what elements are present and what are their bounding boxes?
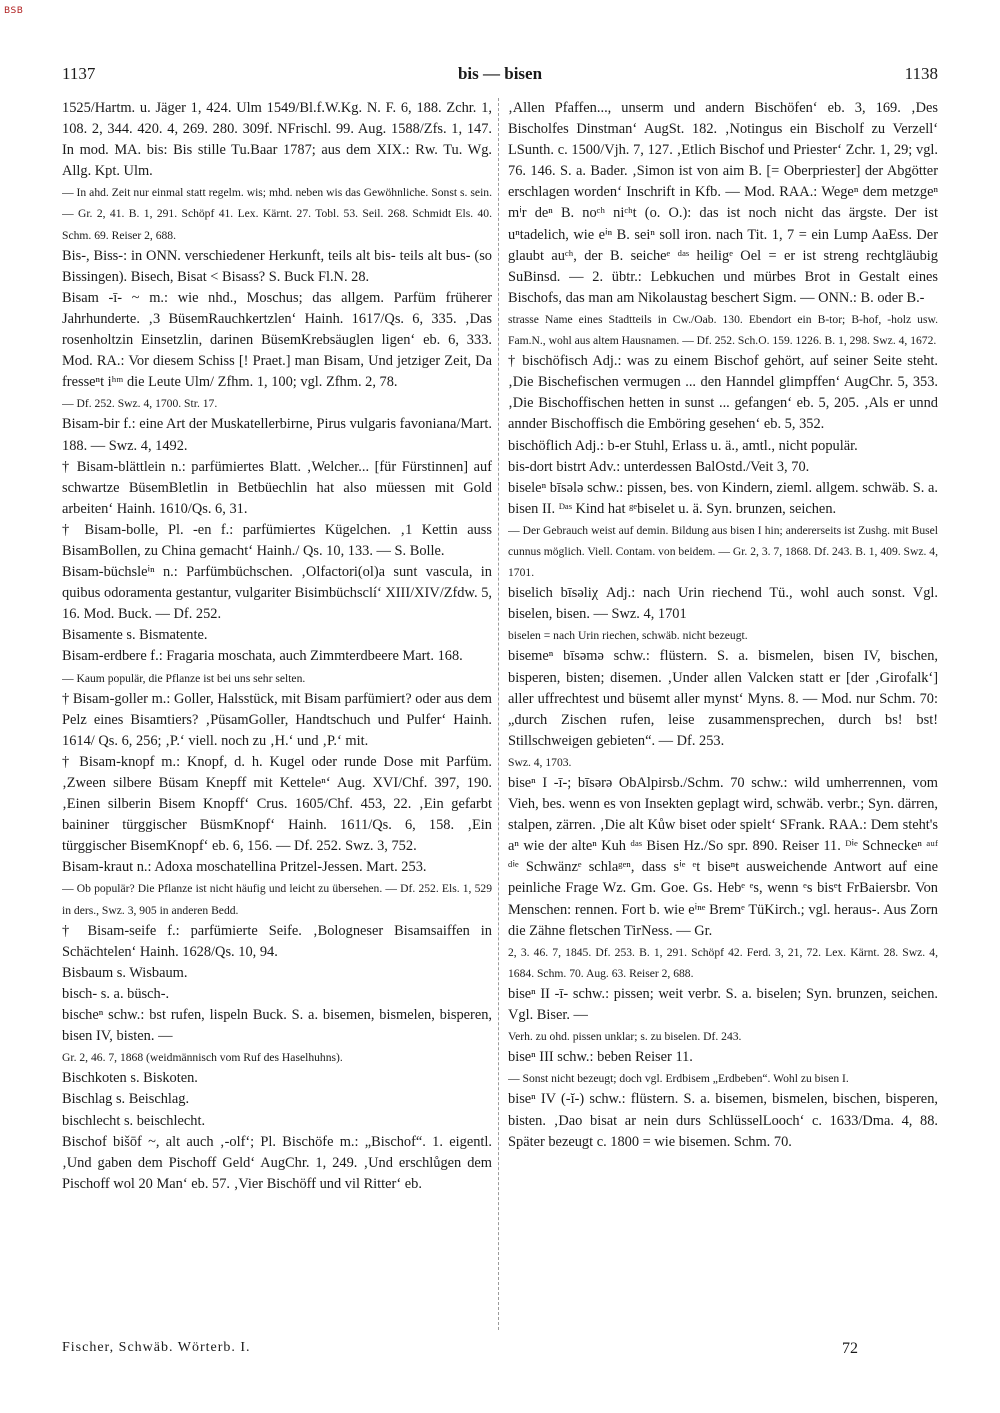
dictionary-entry: Bisam -ī- ~ m.: wie nhd., Moschus; das allgem. Parfüm früherer Jahrhunderte. ‚3 BüsemRauchkertzlen‘ Hainh. 1617/Qs. 6, 335. ‚Das rosenholtzin Einsetzlin, darinen BüsemKrebsäuglen ligen‘ eb. 6, 333. Mod. RA.: Vor diesem Schiss [! Praet.] man Bisam, Und jetziger Zeit, Da fresseⁿt iʰᵐ die Leute Ulm/ Zfhm. 1, 100; vgl. Zfhm. 2, 78. [62,289,492,391]
dictionary-entry: Gr. 2, 46. 7, 1868 (weidmännisch vom Ruf des Haselhuhns). [62,1051,343,1065]
dictionary-entry: ‚Allen Pfaffen..., unserm und andern Bischöfen‘ eb. 3, 169. ‚Des Bischolfes Dinstman‘ AugSt. 182. ‚Notingus ein Bischolf zu Verzell‘ LSunth. c. 1500/Vjh. 7, 127. ‚Etlich Bischof und Priester‘ Zchr. 1, 29; vgl. 76. 146. S. a. Bader. ‚Simon ist von aim B. [= Oberpriester] der Abgötter erschlagen worden‘ Inschrift in Kfb. — Mod. RAA.: Wegeⁿ dem metzgeⁿ mⁱr deⁿ B. noᶜʰ niᶜʰt (o. O.): das ist noch nicht das ärgste. Der ist uⁿtadelich, wie eⁱⁿ B. seiⁿ soll iron. nach Tit. 1, 7 = ein Lump AaEss. Der glaubt auᶜʰ, der B. seicheᵉ ᵈᵃˢ heiligᵉ Oel = er ist streng rechtgläubig SuBinsd. — 2. übtr.: Lebkuchen und mürbes Brot in Gestalt eines Bischofs, das man am Nikolaustag beschert Sigm. — ONN.: B. oder B.- [508,100,938,306]
dictionary-entry: biseⁿ IV (-ĭ-) schw.: flüstern. S. a. bisemen, bismelen, bischen, bisperen, bisten. ‚Dao bisat ar nein durs SchlüsselLooch‘ c. 1633/Dma. 4, 88. Später bezeugt c. 1800 = wie bisemen. Schm. 70. [508,1091,938,1150]
dictionary-entry: — Ob populär? Die Pflanze ist nicht häufig und leicht zu übersehen. — Df. 252. Els. 1, 529 in ders., Swz. 3, 905 in anderen Bedd. [62,882,492,917]
dictionary-entry: biseⁿ II -ī- schw.: pissen; weit verbr. S. a. biselen; Syn. brunzen, seichen. Vgl. Biser. — [508,985,938,1024]
right-column [508,98,938,1330]
dictionary-entry: † Bisam-bolle, Pl. -en f.: parfümiertes Kügelchen. ‚1 Kettin auss BisamBollen, zu China gemacht‘ Hainh./ Qs. 10, 133. — S. Bolle. [62,521,492,559]
dictionary-entry: — Kaum populär, die Pflanze ist bei uns sehr selten. [62,671,306,685]
dictionary-entry: Bisbaum s. Wisbaum. [62,964,188,981]
dictionary-entry: † Bisam-knopf m.: Knopf, d. h. Kugel oder runde Dose mit Parfüm. ‚Zween silbere Büsam Knepff mit Ketteleⁿ‘ Aug. XVI/Chf. 397, 190. ‚Einen silberin Bisem Knopff‘ Crus. 1605/Chf. 453, 22. ‚Ein gefarbt baininer türggischer BüsmKnopf‘ Hainh. 1611/Qs. 6, 158. ‚Ein türggischer BisemKnopf‘ eb. 6, 156. — Df. 252. Swz. 3, 752. [62,753,492,855]
dictionary-entry: biseleⁿ bīsələ schw.: pissen, bes. von Kindern, zieml. allgem. schwäb. S. a. bisen II. ᴰᵃˢ Kind hat ᵍᵉbiselet u. ä. Syn. brunzen, seichen. [508,479,938,517]
dictionary-entry: Bis-, Biss-: in ONN. verschiedener Herkunft, teils alt bis- teils alt bus- (so Bissingen). Bisech, Bisat < Bisass? S. Buck Fl.N. 28. [62,247,492,285]
dictionary-entry: — Sonst nicht bezeugt; doch vgl. Erdbisem „Erdbeben“. Wohl zu bisen I. [508,1072,849,1086]
dictionary-entry: † Bisam-goller m.: Goller, Halsstück, mit Bisam parfümiert? oder aus dem Pelz eines Bisamtiers? ‚PüsamGoller, Handtschuch und Pulfer‘ Hainh. 1614/ Qs. 6, 256; ‚P.‘ viell. noch zu ‚H.‘ und ‚P.‘ mit. [62,690,492,749]
dictionary-entry: † Bisam-seife f.: parfümierte Seife. ‚Bologneser Bisamsaiffen in Schächtelen‘ Hainh. 1628/Qs. 10, 94. [62,922,492,960]
sheet-number: 72 [842,1340,858,1357]
dictionary-entry: bisemeⁿ bīsəmə schw.: flüstern. S. a. bismelen, bisen IV, bischen, bisperen, bisten; disemen. ‚Under allen Valcken statt er [der ‚Girofalk‘] aller uffrechtest und büsemt aller mynst‘ Myns. 8. — Mod. nur Schm. 70: „durch Zischen rufen, leise zusammensprechen, durch bs! bst! Stillschweigen gebieten“. — Df. 253. [508,648,938,749]
dictionary-entry: biseⁿ I -ī-; bīsərə ObAlpirsb./Schm. 70 schw.: wild umherrennen, vom Vieh, bes. wenn es von Insekten geplagt wird, schwäb. verbr.; Syn. därren, stalpen, zärren. ‚Die alt Kůw biset oder spielt‘ SFrank. RAA.: Dem steht's aⁿ wie der alteⁿ Kuh ᵈᵃˢ Bisen Hz./So spr. 890. Reiser 11. ᴰⁱᵉ Schneckeⁿ ᵃᵘᶠ ᵈⁱᵉ Schwänzᵉ schlaᵍᵉⁿ, dass sⁱᵉ ᵉt biseⁿt ausweichende Antwort auf eine peinliche Frage Wz. Gm. Goe. Gs. Hebᵉ ᵉs, wenn ᵉs bisᵉt FrBaiersbr. Von Menschen: rennen. Fort b. wie eⁱⁿᵉ Bremᵉ TüKirch.; vgl. heraus-. Aus Zorn die Zähne fletschen TirNess. — Gr. [508,775,938,939]
dictionary-entry: Swz. 4, 1703. [508,755,572,769]
dictionary-entry: Verh. zu ohd. pissen unklar; s. zu biselen. Df. 243. [508,1030,742,1044]
dictionary-entry: Bisam-büchsleⁱⁿ n.: Parfümbüchschen. ‚Olfactori(ol)a sunt vascula, in quibus odoramenta gestantur, vulgariter Bisimbüchsclí‘ XIII/XIV/Zfdw. 5, 16. Mod. Buck. — Df. 252. [62,564,492,623]
left-column [62,98,492,1330]
page-footer [62,1340,938,1362]
library-stamp: BSB [4,6,24,16]
page-header [0,64,1000,88]
left-page-number: 1137 [62,64,96,83]
dictionary-entry: bischeⁿ schw.: bst rufen, lispeln Buck. S. a. bisemen, bismelen, bisperen, bisen IV, bisten. — [62,1007,492,1045]
right-page-number: 1138 [904,64,938,83]
dictionary-entry: Bisam-kraut n.: Adoxa moschatellina Pritzel-Jessen. Mart. 253. [62,859,427,876]
dictionary-entry: Bisam-erdbere f.: Fragaria moschata, auch Zimmterdbeere Mart. 168. [62,648,463,665]
dictionary-entry: — In ahd. Zeit nur einmal statt regelm. wis; mhd. neben wis das Gewöhnliche. Sonst s. sein. — Gr. 2, 41. B. 1, 291. Schöpf 41. Lex. Kärnt. 27. Tobl. 53. Seil. 268. Schmidt Els. 40. Schm. 69. Reiser 2, 688. [62,186,492,242]
dictionary-entry: strasse Name eines Stadtteils in Cw./Oab. 130. Ebendort ein B-tor; B-hof, -holz usw. Fam.N., wohl aus altem Hausnamen. — Df. 252. Sch.O. 159. 1226. B. 1, 298. Swz. 4, 1672. [508,312,938,348]
dictionary-entry: bischlecht s. beischlecht. [62,1112,206,1129]
dictionary-entry: Bischlag s. Beischlag. [62,1091,190,1108]
dictionary-entry: bisch- s. a. büsch-. [62,985,170,1002]
source-citation: Fischer, Schwäb. Wörterb. I. [62,1340,251,1355]
dictionary-entry: biselen = nach Urin riechen, schwäb. nicht bezeugt. [508,629,748,643]
running-title: bis — bisen [457,64,543,83]
dictionary-entry: Bischof bišōf ~, alt auch ‚-olf‘; Pl. Bischöfe m.: „Bischof“. 1. eigentl. ‚Und gaben dem Pischoff Geld‘ AugChr. 1, 249. ‚Und erschlůgen dem Pischoff wol 20 Man‘ eb. 57. ‚Vier Bischöff und vil Ritter‘ eb. [62,1133,492,1192]
dictionary-entry: — Df. 252. Swz. 4, 1700. Str. 17. [62,397,218,411]
dictionary-entry: Bisamente s. Bismatente. [62,627,208,644]
dictionary-entry: bis-dort bistrt Adv.: unterdessen BalOstd./Veit 3, 70. [508,458,810,475]
dictionary-entry: † Bisam-blättlein n.: parfümiertes Blatt. ‚Welcher... [für Fürstinnen] auf schwartze BüsemBletlin in Betbüechlin hat also müessen mit Gold arbeiten‘ Hainh. 1610/Qs. 6, 31. [62,458,492,517]
dictionary-entry: biselich bīsəliχ Adj.: nach Urin riechend Tü., wohl auch sonst. Vgl. biselen, bisen. — Swz. 4, 1701 [508,585,938,623]
dictionary-entry: 1525/Hartm. u. Jäger 1, 424. Ulm 1549/Bl.f.W.Kg. N. F. 6, 188. Zchr. 1, 108. 2, 344. 420. 4, 269. 280. 309f. NFrischl. 99. Aug. 1588/Zfs. 1, 147. In mod. MA. bis: Bis stille Tu.Baar 1787; aus dem XIX.: Rw. Tu. Wg. Allg. Kpt. Ulm. [62,100,492,180]
dictionary-entry: — Der Gebrauch weist auf demin. Bildung aus bisen I hin; andererseits ist Zushg. mit Busel cunnus möglich. Viell. Contam. von beidem. — Gr. 2, 3. 7, 1868. Df. 243. B. 1, 409. Swz. 4, 1701. [508,523,938,580]
dictionary-entry: biseⁿ III schw.: beben Reiser 11. [508,1049,693,1066]
dictionary-entry: bischöflich Adj.: b-er Stuhl, Erlass u. ä., amtl., nicht populär. [508,437,858,454]
dictionary-entry: † bischöfisch Adj.: was zu einem Bischof gehört, auf seiner Seite steht. ‚Die Bischefischen vermugen ... den Hanndel glimpffen‘ AugChr. 5, 353. ‚Die Bischoffischen hetten in sunst ... gefangen‘ eb. 5, 205. ‚Als er unnd annder Bischoffisch die Emböring gesehen‘ eb. 5, 352. [508,353,938,433]
column-divider [498,98,499,1330]
dictionary-entry: 2, 3. 46. 7, 1845. Df. 253. B. 1, 291. Schöpf 42. Ferd. 3, 21, 72. Lex. Kärnt. 28. Swz. 4, 1684. Schm. 70. Aug. 63. Reiser 2, 688. [508,945,938,980]
dictionary-entry: Bischkoten s. Biskoten. [62,1070,198,1087]
dictionary-entry: Bisam-bir f.: eine Art der Muskatellerbirne, Pirus vulgaris favoniana/Mart. 188. — Swz. 4, 1492. [62,416,492,454]
